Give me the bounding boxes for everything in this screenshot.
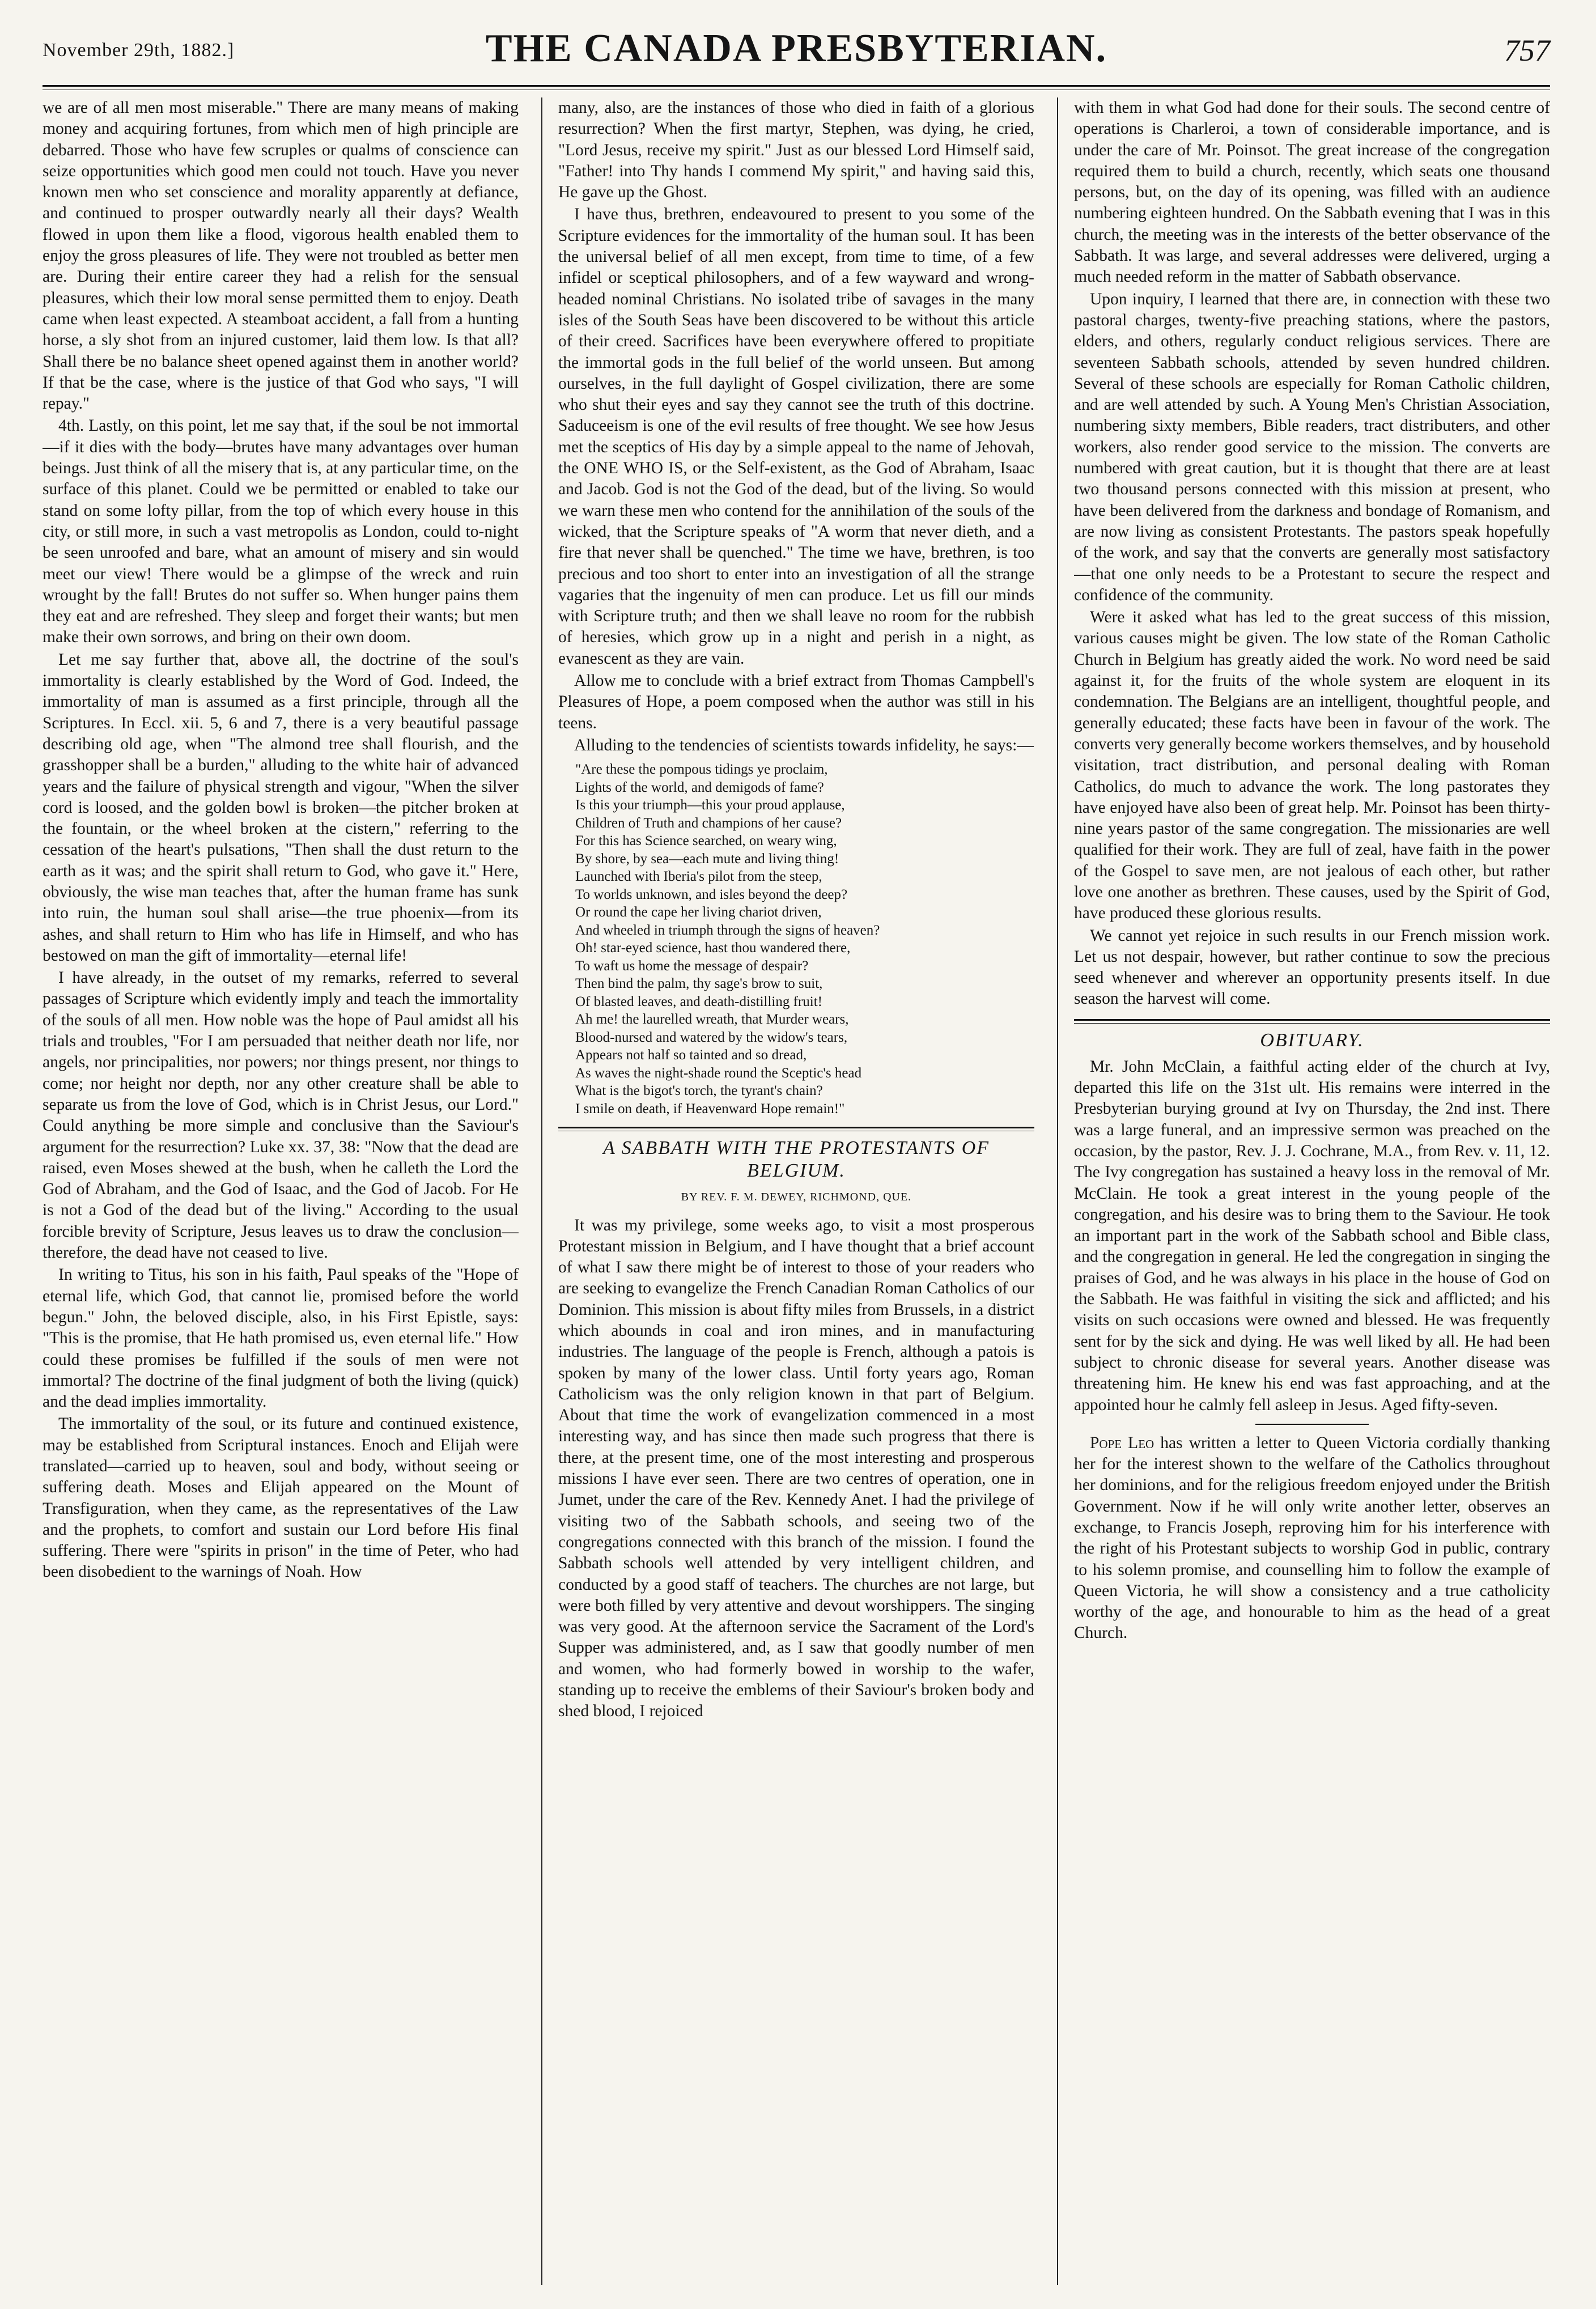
column-divider	[541, 97, 542, 2285]
issue-date: November 29th, 1882.]	[43, 40, 235, 61]
poem-line: Ah me! the laurelled wreath, that Murder wears,	[575, 1012, 849, 1028]
paragraph: Mr. John McClain, a faithful acting elder of the church at Ivy, departed this life on the 31st ult. His remains were interred in the Presbyterian burying ground at Ivy on Thursday, the 2nd inst. There was a large funeral, and an impressive sermon was preached on the occasion, by the pastor, Rev. J. J. Cochrane, M.A., from Rev. v. 11, 12. The Ivy congregation has sustained a heavy loss in the removal of Mr. McClain. He took a great interest in the young people of the congregation, and his desire was to bring them to the Saviour. He took an important part in the work of the Sabbath school and Bible class, and the congregation in general. He led the congregation in singing the praises of God, and he was always in his place in the house of God on the Sabbath. He was faithful in visiting the sick and afflicted; and his visits on such occasions were owned and blessed. He was frequently sent for by the sick and dying. He was well liked by all. He had been subject to chronic disease for several years. Another disease was threatening him. He knew his end was fast approaching, and at the appointed hour he calmly fell asleep in Jesus. Aged fifty-seven.	[1074, 1057, 1550, 1414]
newspaper-title: THE CANADA PRESBYTERIAN.	[485, 27, 1107, 70]
poem-line: To worlds unknown, and isles beyond the deep?	[575, 886, 848, 902]
paragraph: many, also, are the instances of those who died in faith of a glorious resurrection? When the first martyr, Stephen, was dying, he cried, "Lord Jesus, receive my spirit." Just as our blessed Lord Himself said, "Father! into Thy hands I commend My spirit," and having said this, He gave up the Ghost.	[558, 99, 1034, 202]
paragraph: I have already, in the outset of my remarks, referred to several passages of Scripture which evidently imply and teach the immortality of the souls of all men. How noble was the hope of Paul amidst all his trials and troubles, "For I am persuaded that neither death nor life, nor angels, nor principalities, nor powers; nor things present, nor things to come; nor height nor depth, nor any other creature shall be able to separate us from the love of God, which is in Christ Jesus, our Lord." Could anything be more simple and conclusive than the Saviour's argument for the resurrection? Luke xx. 37, 38: "Now that the dead are raised, even Moses shewed at the bush, when he calleth the Lord the God of Abraham, and the God of Isaac, and the God of Jacob. For He is not a God of the dead but of the living." According to the usual forcible brevity of Scripture, Jesus leaves us to draw the conclusion—therefore, the dead have not ceased to live.	[43, 969, 519, 1262]
lead-in: Pope Leo	[1090, 1433, 1154, 1452]
poem-line: Or round the cape her living chariot driven,	[575, 905, 822, 920]
article-rule	[558, 1127, 1034, 1128]
paragraph: Alluding to the tendencies of scientists towards infidelity, he says:—	[574, 736, 1034, 754]
paragraph: We cannot yet rejoice in such results in our French mission work. Let us not despair, however, but rather continue to sow the precious seed whenever and wherever an opportunity presents itself. In due season the harvest will come.	[1074, 926, 1550, 1008]
masthead-rule	[43, 85, 1550, 90]
section-rule	[1074, 1019, 1550, 1021]
poem-line: Of blasted leaves, and death-distilling fruit!	[575, 994, 822, 1009]
item-rule	[1255, 1424, 1369, 1425]
paragraph: with them in what God had done for their souls. The second centre of operations is Charleroi, a town of considerable importance, and is under the care of Mr. Poinsot. The great increase of the congregation required them to build a church, recently, which seats one thousand persons, but, on the day of its opening, was filled with an audience numbering eighteen hundred. On the Sabbath evening that I was in this church, the meeting was in the interests of the better observance of the Sabbath. It was large, and several addresses were delivered, urging a much needed reform in the matter of Sabbath observance.	[1074, 99, 1550, 286]
poem-line: As waves the night-shade round the Sceptic's head	[575, 1065, 862, 1081]
paragraph-text: has written a letter to Queen Victoria cordially thanking her for the interest shown to the welfare of the Catholics throughout her dominions, and for the religious freedom enjoyed under the British Government. Now if he will only write another letter, observes an exchange, to Francis Joseph, reproving him for his interference with the right of his Protestant subjects to worship God in public, contrary to his solemn promise, and counselling him to follow the example of Queen Victoria, he will show a consistency and a true catholicity worthy of the age, and honourable to him as the head of a great Church.	[1074, 1433, 1550, 1642]
column-1	[43, 97, 519, 2285]
paragraph: Upon inquiry, I learned that there are, in connection with these two pastoral charges, twenty-five preaching stations, where the pastors, elders, and others, regularly conduct religious services. There are seventeen Sabbath schools, attended by seven hundred children. Several of these schools are especially for Roman Catholic children, and are well attended by such. A Young Men's Christian Association, numbering sixty members, Bible readers, tract distributers, and other workers, also render good service to the mission. The converts are numbered with great caution, but it is thought that there are at least two thousand persons connected with this mission at present, who have been delivered from the darkness and bondage of Romanism, and are now living as consistent Protestants. The pastors speak hopefully of the work, and say that the converts are generally most satisfactory—that one only needs to be a Protestant to secure the respect and confidence of the community.	[1074, 290, 1550, 604]
paragraph: 4th. Lastly, on this point, let me say that, if the soul be not immortal—if it dies with the body—brutes have many advantages over human beings. Just think of all the misery that is, at any particular time, on the surface of this planet. Could we be permitted or enabled to take our stand on some lofty pillar, from the top of which every house in this city, or still more, in such a vast metropolis as London, could to-night be seen unroofed and bare, what an amount of misery and sin would meet our view! There would be a glimpse of the wreck and ruin wrought by the fall! Brutes do not suffer so. When hunger pains them they eat and are refreshed. They sleep and forget their wants; but men make their own sorrows, and bring on their own doom.	[43, 417, 519, 647]
paragraph: Allow me to conclude with a brief extract from Thomas Campbell's Pleasures of Hope, a poem composed when the author was still in his teens.	[558, 672, 1034, 732]
poem-line: What is the bigot's torch, the tyrant's chain?	[575, 1083, 823, 1099]
paragraph: It was my privilege, some weeks ago, to visit a most prosperous Protestant mission in Belgium, and I have thought that a brief account of what I saw there might be of interest to those of your readers who are seeking to evangelize the French Canadian Roman Catholics of our Dominion. This mission is about fifty miles from Brussels, in a district which abounds in coal and iron mines, and in manufacturing industries. The language of the people is French, although a patois is spoken by many of the lower class. Until forty years ago, Roman Catholicism was the only religion known in that part of Belgium. About that time the work of evangelization commenced in a most interesting way, and has since then made such progress that there is there, at the present time, one of the most interesting and prosperous missions I have ever seen. There are two centres of operation, one in Jumet, under the care of the Rev. Kennedy Anet. I had the privilege of visiting two of the Sabbath schools, and seeing two of the congregations connected with this branch of the mission. I found the Sabbath schools well attended by very intelligent children, and conducted by a good staff of teachers. The churches are not large, but were both filled by very attentive and devout worshippers. The singing was very good. At the afternoon service the Sacrament of the Lord's Supper was administered, and, as I saw that goodly number of men and women, who had formerly bowed in worship to the wafer, standing up to receive the emblems of their Saviour's broken body and shed blood, I rejoiced	[558, 1216, 1034, 1721]
paragraph: Let me say further that, above all, the doctrine of the soul's immortality is clearly established by the Word of God. Indeed, the immortality of man is assumed as a first principle, through all the Scriptures. In Eccl. xii. 5, 6 and 7, there is a very beautiful passage describing old age, when "The almond tree shall flourish, and the grasshopper shall be a burden," alluding to the white hair of advanced years and the failure of physical strength and vigour, "When the silver cord is loosed, and the golden bowl is broken—the pitcher broken at the fountain, or the wheel broken at the cistern," referring to the cessation of the heart's pulsations, "Then shall the dust return to the earth as it was; and the spirit shall return to God, who gave it." Here, obviously, the wise man teaches that, after the human frame has sunk into ruin, the human soul shall arise—the true phoenix—from its ashes, and shall return to Him who has life in Himself, and who has bestowed on man the gift of immortality—eternal life!	[43, 650, 519, 965]
column-2	[558, 97, 1034, 2285]
poem-line: Appears not half so tainted and so dread,	[575, 1047, 807, 1063]
poem-line: Launched with Iberia's pilot from the steep,	[575, 869, 822, 885]
poem-line: Then bind the palm, thy sage's brow to suit,	[575, 976, 823, 992]
paragraph	[1074, 1433, 1550, 1644]
column-divider	[1057, 97, 1058, 2285]
poem-line: And wheeled in triumph through the signs of heaven?	[575, 922, 880, 938]
poem-line: By shore, by sea—each mute and living thing!	[575, 851, 839, 867]
paragraph: we are of all men most miserable." There are many means of making money and acquiring fortunes, from which men of high principle are debarred. Those who have few scruples or qualms of conscience can seize opportunities which good men could not touch. Have you never known men who set conscience and morality apparently at defiance, and continued to prosper outwardly nearly all their days? Wealth flowed in upon them like a flood, vigorous health enabled them to enjoy the gross pleasures of life. They were not troubled as better men are. During their entire career they had a relish for the sensual pleasures, which their low moral sense permitted them to enjoy. Death came when least expected. A steamboat accident, a fall from a hunting horse, a sly shot from an injured customer, laid them low. Is that all? Shall there be no balance sheet opened against them in another world? If that be the case, where is the justice of that God who says, "I will repay."	[43, 99, 519, 413]
poem-line: For this has Science searched, on weary wing,	[575, 833, 837, 849]
masthead	[43, 23, 1550, 77]
poem-line: Children of Truth and champions of her cause?	[575, 815, 842, 831]
poem-line: Oh! star-eyed science, hast thou wandered there,	[575, 940, 851, 956]
article-byline: BY REV. F. M. DEWEY, RICHMOND, QUE.	[681, 1191, 912, 1204]
paragraph: Were it asked what has led to the great success of this mission, various causes might be given. The low state of the Roman Catholic Church in Belgium has greatly aided the work. No word need be said against it, for the fruits of the whole system are eloquent in its condemnation. The Belgians are an intelligent, thoughtful people, and generally educated; these facts have been in favour of the work. The converts very generally become workers themselves, and by household visitation, tract distribution, and personal dealing with Roman Catholics, do much to advance the work. The long pastorates they have enjoyed have also been of great help. Mr. Poinsot has been thirty-nine years pastor of the same congregation. The missionaries are well qualified for their work. They are full of zeal, have faith in the power of the Gospel to save men, are not jealous of each other, but rather love one another as brethren. These causes, used by the Spirit of God, have produced these glorious results.	[1074, 608, 1550, 923]
column-3	[1074, 97, 1550, 2285]
poem-line: I smile on death, if Heavenward Hope remain!"	[575, 1101, 845, 1117]
poem-line: Is this your triumph—this your proud applause,	[575, 797, 845, 813]
article-title: A SABBATH WITH THE PROTESTANTS OF BELGIUM.	[602, 1137, 990, 1182]
poem-line: "Are these the pompous tidings ye proclaim,	[575, 762, 828, 778]
paragraph: In writing to Titus, his son in his faith, Paul speaks of the "Hope of eternal life, which God, that cannot lie, promised before the world begun." John, the beloved disciple, also, in his First Epistle, says: "This is the promise, that He hath promised us, even eternal life." How could these promises be fulfilled if the souls of men were not immortal? The doctrine of the final judgment of both the living (quick) and the dead implies immortality.	[43, 1266, 519, 1411]
page-number: 757	[1504, 33, 1550, 67]
obituary-heading: OBITUARY.	[1260, 1029, 1364, 1051]
section-rule	[1074, 1023, 1550, 1024]
paragraph: I have thus, brethren, endeavoured to present to you some of the Scripture evidences for the immortality of the human soul. It has been the universal belief of all men except, from time to time, of a few infidel or sceptical philosophers, and of a few wayward and wrong-headed nominal Christians. No isolated tribe of savages in the many isles of the South Seas have been discovered to be without this article of their creed. Sacrifices have been everywhere offered to propitiate the immortal gods in the full belief of the world unseen. But among ourselves, in the full daylight of Gospel civilization, there are some who shut their eyes and say they cannot see the truth of this doctrine. Saduceeism is one of the evil results of free thought. We see how Jesus met the sceptics of His day by a simple appeal to the name of Jehovah, the ONE WHO IS, or the Self-existent, as the God of Abraham, Isaac and Jacob. God is not the God of the dead, but of the living. So would we warn these men who contend for the annihilation of the souls of the wicked, that the Scripture speaks of "A worm that never dieth, and a fire that never shall be quenched." The time we have, brethren, is too precious and too short to enter into an investigation of all the strange vagaries that the ingenuity of men can produce. Let us fill our minds with Scripture truth; and then we shall leave no room for the rubbish of heresies, which grow up in a night and perish in a night, as evanescent as they are vain.	[558, 205, 1034, 668]
poem-line: To waft us home the message of despair?	[575, 958, 809, 974]
poem-line: Lights of the world, and demigods of fame?	[575, 779, 824, 795]
poem-line: Blood-nursed and watered by the widow's tears,	[575, 1029, 848, 1045]
paragraph: The immortality of the soul, or its future and continued existence, may be established from Scriptural instances. Enoch and Elijah were translated—carried up to heaven, soul and body, without seeing or suffering death. Moses and Elijah appeared on the Mount of Transfiguration, when they came, as the representatives of the Law and the prophets, to comfort and sustain our Lord before His final suffering. There were "spirits in prison" in the time of Peter, who had been disobedient to the warnings of Noah. How	[43, 1415, 519, 1581]
poem-extract	[575, 761, 1034, 1118]
